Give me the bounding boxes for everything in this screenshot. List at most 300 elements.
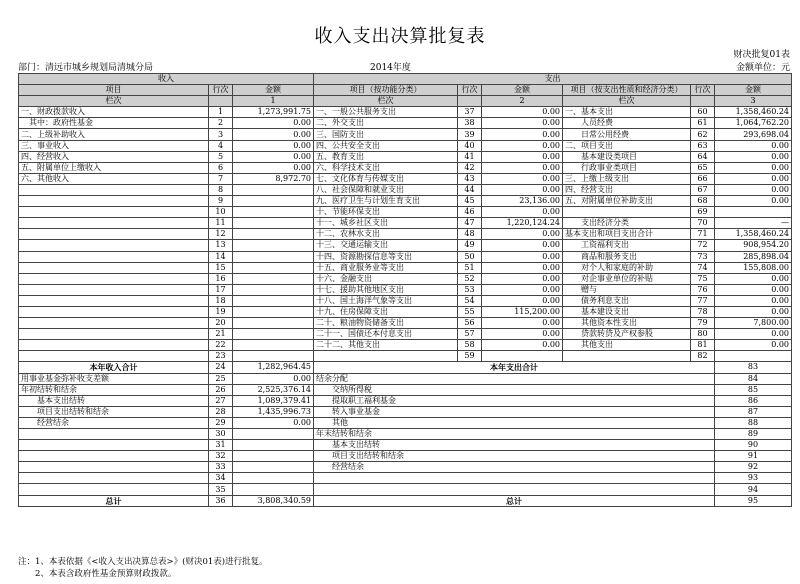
func-amount: 0.00: [482, 340, 563, 351]
row-no: 8: [209, 184, 233, 195]
col-amount: 金额: [482, 85, 563, 96]
econ-amount: 0.00: [715, 196, 792, 207]
econ-amount: 0.00: [715, 151, 792, 162]
col-amount: 金额: [715, 85, 792, 96]
econ-amount: [715, 351, 792, 362]
func-item: 二十一、国债还本付息支出: [314, 329, 458, 340]
econ-amount: [715, 207, 792, 218]
row-no: 64: [691, 151, 715, 162]
econ-item: 五、对附属单位补助支出: [563, 196, 691, 207]
income-item: [19, 351, 209, 362]
row-no: 38: [458, 118, 482, 129]
income-item: 一、财政拨款收入: [19, 107, 209, 118]
expense-item: [314, 484, 715, 495]
income-item: [19, 329, 209, 340]
income-amount: [233, 196, 314, 207]
row-no: 21: [209, 329, 233, 340]
func-item: 八、社会保障和就业支出: [314, 184, 458, 195]
table-row: [19, 395, 792, 406]
table-row: [19, 318, 792, 329]
row-no: 25: [209, 373, 233, 384]
row-no: 93: [715, 473, 792, 484]
econ-amount: 1,358,460.24: [715, 107, 792, 118]
row-no: 26: [209, 384, 233, 395]
col-index: 3: [715, 96, 792, 107]
row-no: 35: [209, 484, 233, 495]
func-amount: 0.00: [482, 262, 563, 273]
func-item: 十五、商业服务业等支出: [314, 262, 458, 273]
table-row: [19, 273, 792, 284]
income-item: [19, 184, 209, 195]
page-title: 收入支出决算批复表: [314, 26, 486, 47]
econ-amount: 908,954.20: [715, 240, 792, 251]
income-item: 六、其他收入: [19, 173, 209, 184]
income-item: [19, 318, 209, 329]
table-row: [19, 484, 792, 495]
func-amount: 0.00: [482, 273, 563, 284]
row-no: 84: [715, 373, 792, 384]
func-item: 五、教育支出: [314, 151, 458, 162]
row-no: 10: [209, 207, 233, 218]
row-no: 63: [691, 140, 715, 151]
table-row: [19, 429, 792, 440]
row-no: 1: [209, 107, 233, 118]
row-no: 39: [458, 129, 482, 140]
grand-total-label: 总计: [314, 495, 715, 506]
econ-amount: 0.00: [715, 284, 792, 295]
econ-item: 行政事业类项目: [563, 162, 691, 173]
row-no: 51: [458, 262, 482, 273]
expense-item: 基本支出结转: [314, 440, 715, 451]
grand-total-row: [19, 495, 792, 506]
row-no: 72: [691, 240, 715, 251]
econ-item: [563, 207, 691, 218]
table-row: [19, 218, 792, 229]
income-item: 其中：政府性基金: [19, 118, 209, 129]
func-amount: 0.00: [482, 295, 563, 306]
row-no: 30: [209, 429, 233, 440]
econ-amount: 0.00: [715, 295, 792, 306]
row-no: 15: [209, 262, 233, 273]
econ-item: 贷款转贷及产权参股: [563, 329, 691, 340]
row-no: 14: [209, 251, 233, 262]
income-amount: [233, 440, 314, 451]
econ-amount: 0.00: [715, 140, 792, 151]
row-no: 29: [209, 417, 233, 428]
row-no: 24: [209, 362, 233, 373]
func-item: 十三、交通运输支出: [314, 240, 458, 251]
income-amount: 0.00: [233, 373, 314, 384]
income-total-amount: 1,282,964.45: [233, 362, 314, 373]
func-amount: 0.00: [482, 184, 563, 195]
income-item: [19, 229, 209, 240]
table-row: [19, 173, 792, 184]
row-no: 56: [458, 318, 482, 329]
row-no: 20: [209, 318, 233, 329]
row-no: 81: [691, 340, 715, 351]
row-no: 79: [691, 318, 715, 329]
row-no: 9: [209, 196, 233, 207]
func-item: 十七、援助其他地区支出: [314, 284, 458, 295]
table-row: [19, 107, 792, 118]
row-no: 87: [715, 406, 792, 417]
row-no: 47: [458, 218, 482, 229]
econ-item: 人员经费: [563, 118, 691, 129]
func-item: 十、节能环保支出: [314, 207, 458, 218]
table-row: [19, 295, 792, 306]
row-no: 60: [691, 107, 715, 118]
econ-item: 赠与: [563, 284, 691, 295]
table-row: [19, 196, 792, 207]
table-row: [19, 284, 792, 295]
econ-item: 工资福利支出: [563, 240, 691, 251]
econ-amount: 293,698.04: [715, 129, 792, 140]
func-item: 一、一般公共服务支出: [314, 107, 458, 118]
income-amount: [233, 451, 314, 462]
row-no: 74: [691, 262, 715, 273]
col-row: 行次: [691, 85, 715, 96]
row-no: 95: [715, 495, 792, 506]
row-no: 88: [715, 417, 792, 428]
income-total-label: 本年收入合计: [19, 362, 209, 373]
income-item: [19, 218, 209, 229]
row-no: 59: [458, 351, 482, 362]
row-no: 44: [458, 184, 482, 195]
row-no: 65: [691, 162, 715, 173]
row-no: 7: [209, 173, 233, 184]
row-no: 58: [458, 340, 482, 351]
income-item: [19, 473, 209, 484]
income-item: [19, 284, 209, 295]
econ-amount: 0.00: [715, 184, 792, 195]
income-amount: [233, 184, 314, 195]
econ-item: 日常公用经费: [563, 129, 691, 140]
income-amount: [233, 207, 314, 218]
table-row: [19, 262, 792, 273]
econ-item: 对个人和家庭的补助: [563, 262, 691, 273]
econ-amount: 1,064,762.20: [715, 118, 792, 129]
econ-item: 商品和服务支出: [563, 251, 691, 262]
income-item: 经营结余: [19, 417, 209, 428]
row-no: 86: [715, 395, 792, 406]
income-amount: [233, 284, 314, 295]
expense-item: 结余分配: [314, 373, 715, 384]
func-item: 十九、住房保障支出: [314, 306, 458, 317]
table-row: [19, 340, 792, 351]
income-amount: [233, 462, 314, 473]
econ-item: 三、上缴上级支出: [563, 173, 691, 184]
func-amount: 0.00: [482, 251, 563, 262]
col-econ-item: 项目（按支出性质和经济分类）: [563, 85, 691, 96]
row-no: 18: [209, 295, 233, 306]
row-no: 11: [209, 218, 233, 229]
econ-item: 基本建设支出: [563, 306, 691, 317]
income-amount: [233, 218, 314, 229]
table-row: [19, 251, 792, 262]
func-amount: [482, 351, 563, 362]
func-amount: 0.00: [482, 329, 563, 340]
table-row: [19, 329, 792, 340]
income-amount: 0.00: [233, 162, 314, 173]
row-no: 22: [209, 340, 233, 351]
row-no: 62: [691, 129, 715, 140]
row-no: 19: [209, 306, 233, 317]
expense-item: 年末结转和结余: [314, 429, 715, 440]
row-no: 83: [715, 362, 792, 373]
table-row: [19, 118, 792, 129]
unit-label: 金额单位：元: [735, 63, 790, 73]
note-2: 2、本表含政府性基金预算财政拨款。: [18, 569, 177, 579]
income-item: [19, 240, 209, 251]
econ-item: 四、经营支出: [563, 184, 691, 195]
func-item: 十四、资源勘探信息等支出: [314, 251, 458, 262]
row-no: 23: [209, 351, 233, 362]
income-amount: [233, 251, 314, 262]
row-no: 73: [691, 251, 715, 262]
col-amount: 金额: [233, 85, 314, 96]
income-amount: 1,435,996.73: [233, 406, 314, 417]
table-row: [19, 151, 792, 162]
func-item: 十八、国土海洋气象等支出: [314, 295, 458, 306]
table-row: [19, 306, 792, 317]
expense-item: 其他: [314, 417, 715, 428]
income-amount: [233, 329, 314, 340]
row-no: 66: [691, 173, 715, 184]
table-row: [19, 384, 792, 395]
func-amount: 0.00: [482, 207, 563, 218]
col-index-label: 栏次: [563, 96, 691, 107]
income-item: [19, 306, 209, 317]
income-amount: 0.00: [233, 118, 314, 129]
econ-amount: —: [715, 218, 792, 229]
row-no: 5: [209, 151, 233, 162]
econ-amount: 285,898.04: [715, 251, 792, 262]
table-row: [19, 462, 792, 473]
row-no: 89: [715, 429, 792, 440]
econ-item: 债务利息支出: [563, 295, 691, 306]
income-amount: 8,972.70: [233, 173, 314, 184]
income-amount: [233, 229, 314, 240]
income-item: [19, 462, 209, 473]
income-amount: [233, 340, 314, 351]
row-no: 91: [715, 451, 792, 462]
row-no: 54: [458, 295, 482, 306]
row-no: 76: [691, 284, 715, 295]
table-row: [19, 406, 792, 417]
func-amount: 1,220,124.24: [482, 218, 563, 229]
func-amount: 115,200.00: [482, 306, 563, 317]
func-item: 十六、金融支出: [314, 273, 458, 284]
row-no: 37: [458, 107, 482, 118]
income-item: 项目支出结转和结余: [19, 406, 209, 417]
expense-item: [314, 473, 715, 484]
econ-amount: 0.00: [715, 340, 792, 351]
col-index-label: 栏次: [19, 96, 209, 107]
table-row: [19, 417, 792, 428]
func-item: 四、公共安全支出: [314, 140, 458, 151]
income-item: [19, 295, 209, 306]
row-no: 78: [691, 306, 715, 317]
income-item: 三、事业收入: [19, 140, 209, 151]
econ-item: 一、基本支出: [563, 107, 691, 118]
row-no: 94: [715, 484, 792, 495]
col-func-item: 项目（按功能分类）: [314, 85, 458, 96]
expense-item: 经营结余: [314, 462, 715, 473]
row-no: 17: [209, 284, 233, 295]
income-amount: [233, 318, 314, 329]
econ-item: 支出经济分类: [563, 218, 691, 229]
income-item: [19, 196, 209, 207]
func-amount: 0.00: [482, 140, 563, 151]
econ-item: 其他支出: [563, 340, 691, 351]
row-no: 48: [458, 229, 482, 240]
income-amount: [233, 473, 314, 484]
table-row: [19, 473, 792, 484]
table-row: [19, 451, 792, 462]
budget-table: [18, 73, 792, 507]
income-amount: [233, 240, 314, 251]
table-row: [19, 373, 792, 384]
econ-amount: 0.00: [715, 306, 792, 317]
income-item: [19, 251, 209, 262]
econ-item: 基本支出和项目支出合计: [563, 229, 691, 240]
table-row: [19, 351, 792, 362]
func-amount: 23,136.00: [482, 196, 563, 207]
table-row: [19, 140, 792, 151]
row-no: 55: [458, 306, 482, 317]
col-row: 行次: [458, 85, 482, 96]
income-item: 年初结转和结余: [19, 384, 209, 395]
row-no: 16: [209, 273, 233, 284]
row-no: 6: [209, 162, 233, 173]
income-amount: [233, 484, 314, 495]
income-amount: [233, 306, 314, 317]
row-no: 82: [691, 351, 715, 362]
income-item: [19, 429, 209, 440]
income-item: [19, 451, 209, 462]
income-amount: 0.00: [233, 151, 314, 162]
row-no: 46: [458, 207, 482, 218]
expense-total-label: 本年支出合计: [314, 362, 715, 373]
row-no: 75: [691, 273, 715, 284]
col-index: 2: [482, 96, 563, 107]
row-no: 41: [458, 151, 482, 162]
table-row: [19, 184, 792, 195]
row-no: 42: [458, 162, 482, 173]
row-no: 57: [458, 329, 482, 340]
row-no: 53: [458, 284, 482, 295]
table-row: [19, 229, 792, 240]
income-amount: [233, 429, 314, 440]
income-amount: [233, 273, 314, 284]
econ-item: 对企事业单位的补贴: [563, 273, 691, 284]
col-index-label: 栏次: [314, 96, 458, 107]
income-amount: 0.00: [233, 140, 314, 151]
func-amount: 0.00: [482, 107, 563, 118]
row-no: 80: [691, 329, 715, 340]
row-no: 45: [458, 196, 482, 207]
row-no: 50: [458, 251, 482, 262]
func-item: 三、国防支出: [314, 129, 458, 140]
econ-amount: 0.00: [715, 329, 792, 340]
func-item: 九、医疗卫生与计划生育支出: [314, 196, 458, 207]
row-no: 70: [691, 218, 715, 229]
row-no: 85: [715, 384, 792, 395]
form-code: 财决批复01表: [733, 50, 790, 60]
econ-item: 基本建设类项目: [563, 151, 691, 162]
econ-amount: 0.00: [715, 162, 792, 173]
income-amount: 0.00: [233, 417, 314, 428]
income-item: [19, 207, 209, 218]
income-amount: [233, 351, 314, 362]
row-no: 49: [458, 240, 482, 251]
income-item: 四、经营收入: [19, 151, 209, 162]
row-no: 77: [691, 295, 715, 306]
department-label: 部门：清远市城乡规划局清城分局: [18, 63, 154, 73]
row-no: 61: [691, 118, 715, 129]
func-amount: 0.00: [482, 240, 563, 251]
func-amount: 0.00: [482, 173, 563, 184]
func-item: 十一、城乡社区支出: [314, 218, 458, 229]
income-amount: 0.00: [233, 129, 314, 140]
col-item: 项目: [19, 85, 209, 96]
expense-header: 支出: [314, 74, 792, 85]
func-amount: 0.00: [482, 118, 563, 129]
grand-total-income: 3,808,340.59: [233, 495, 314, 506]
func-item: 七、文化体育与传媒支出: [314, 173, 458, 184]
econ-amount: 1,358,460.24: [715, 229, 792, 240]
row-no: 40: [458, 140, 482, 151]
income-item: [19, 340, 209, 351]
row-no: 2: [209, 118, 233, 129]
income-amount: 2,525,376.14: [233, 384, 314, 395]
expense-item: 项目支出结转和结余: [314, 451, 715, 462]
income-amount: 1,089,379.41: [233, 395, 314, 406]
table-row: [19, 207, 792, 218]
func-amount: 0.00: [482, 284, 563, 295]
expense-item: 转入事业基金: [314, 406, 715, 417]
income-item: [19, 273, 209, 284]
income-amount: 1,273,991.75: [233, 107, 314, 118]
income-amount: [233, 262, 314, 273]
year-label: 2014年度: [370, 63, 411, 73]
row-no: 3: [209, 129, 233, 140]
func-amount: 0.00: [482, 229, 563, 240]
row-no: 92: [715, 462, 792, 473]
econ-amount: 0.00: [715, 273, 792, 284]
notes: [18, 556, 268, 580]
row-no: 33: [209, 462, 233, 473]
col-index: 1: [233, 96, 314, 107]
econ-amount: 0.00: [715, 173, 792, 184]
table-row: [19, 162, 792, 173]
func-amount: 0.00: [482, 318, 563, 329]
row-no: 28: [209, 406, 233, 417]
row-no: 36: [209, 495, 233, 506]
econ-amount: 155,808.00: [715, 262, 792, 273]
row-no: 4: [209, 140, 233, 151]
row-no: 71: [691, 229, 715, 240]
func-item: 二十二、其他支出: [314, 340, 458, 351]
table-row: [19, 240, 792, 251]
income-amount: [233, 295, 314, 306]
note-1: 注：1、本表依据《<收入支出决算总表>》(财决01表)进行批复。: [18, 557, 268, 567]
func-item: 十二、农林水支出: [314, 229, 458, 240]
totals-row: [19, 362, 792, 373]
row-no: 27: [209, 395, 233, 406]
func-item: 二十、粮油物资储备支出: [314, 318, 458, 329]
econ-item: [563, 351, 691, 362]
